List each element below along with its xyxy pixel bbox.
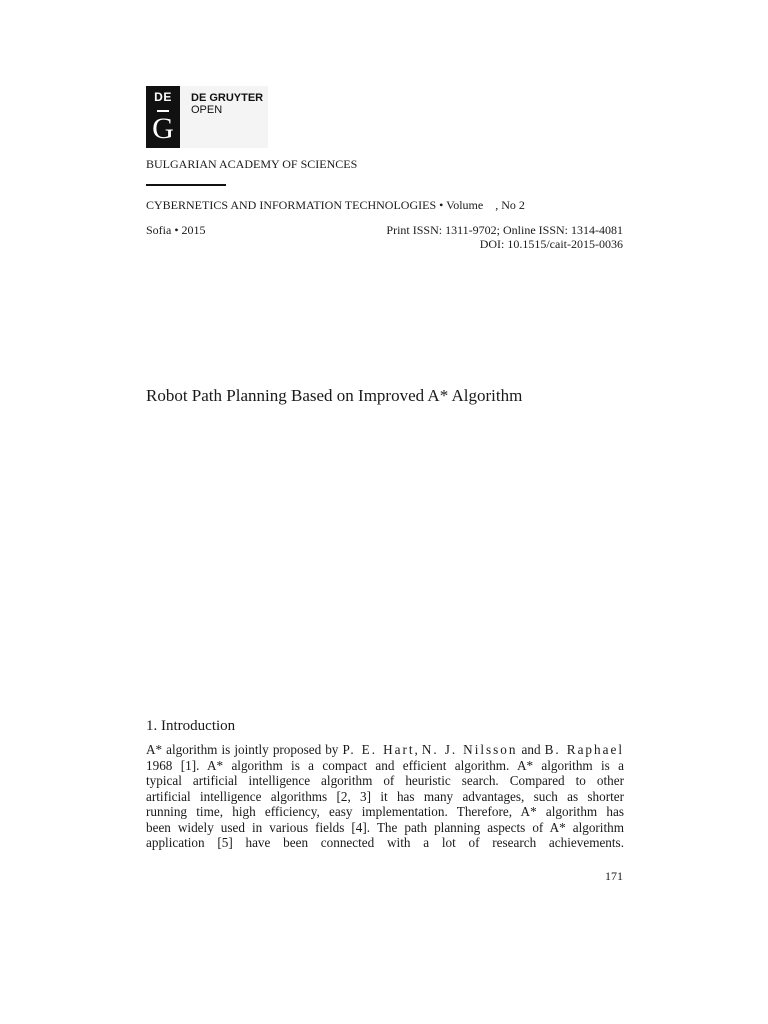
page-number: 171 — [605, 869, 623, 883]
body-line — [146, 742, 624, 758]
header-rule — [146, 184, 226, 186]
section-body — [146, 742, 624, 851]
place-year: Sofia • 2015 — [146, 223, 206, 237]
academy-name: BULGARIAN ACADEMY OF SCIENCES — [146, 157, 358, 171]
separator: , — [414, 742, 422, 757]
body-line: application [5] have been connected with a lot of research achievements. — [146, 835, 624, 850]
section-heading: 1. Introduction — [146, 718, 236, 734]
issn-line: Print ISSN: 1311-9702; Online ISSN: 1314-4081 — [386, 223, 623, 237]
journal-name: CYBERNETICS AND INFORMATION TECHNOLOGIES • Volume — [146, 198, 484, 212]
publisher-name: DE GRUYTER — [191, 92, 264, 104]
publisher-sub: OPEN — [191, 104, 223, 116]
journal-line — [146, 198, 525, 213]
logo-mark-top: DE — [154, 90, 172, 104]
body-line: typical artificial intelligence algorithm of heuristic search. Compared to other — [146, 773, 624, 788]
author-name: N. J. Nilsson — [421, 742, 518, 757]
body-line: been widely used in various fields [4]. The path planning aspects of A* algorithm — [146, 819, 624, 835]
publisher-logo-mark — [146, 86, 180, 148]
author-name: B. Raphael — [544, 742, 624, 757]
separator: and — [517, 742, 545, 757]
body-line: artificial intelligence algorithms [2, 3] it has many advantages, such as shorter — [146, 788, 624, 804]
journal-issue: , No 2 — [495, 198, 525, 212]
body-line: 1968 [1]. A* algorithm is a compact and efficient algorithm. A* algorithm is a — [146, 757, 624, 773]
author-name: P. E. Hart — [342, 742, 415, 757]
article-title: Robot Path Planning Based on Improved A* Algorithm — [146, 386, 523, 405]
line-text: A* algorithm is jointly proposed by — [146, 742, 343, 757]
issn-block — [386, 223, 623, 251]
doi-line: DOI: 10.1515/cait-2015-0036 — [479, 237, 623, 251]
publisher-logo — [146, 86, 268, 148]
body-line: running time, high efficiency, easy implementation. Therefore, A* algorithm has — [146, 804, 624, 819]
logo-mark-bottom: G — [152, 112, 174, 145]
